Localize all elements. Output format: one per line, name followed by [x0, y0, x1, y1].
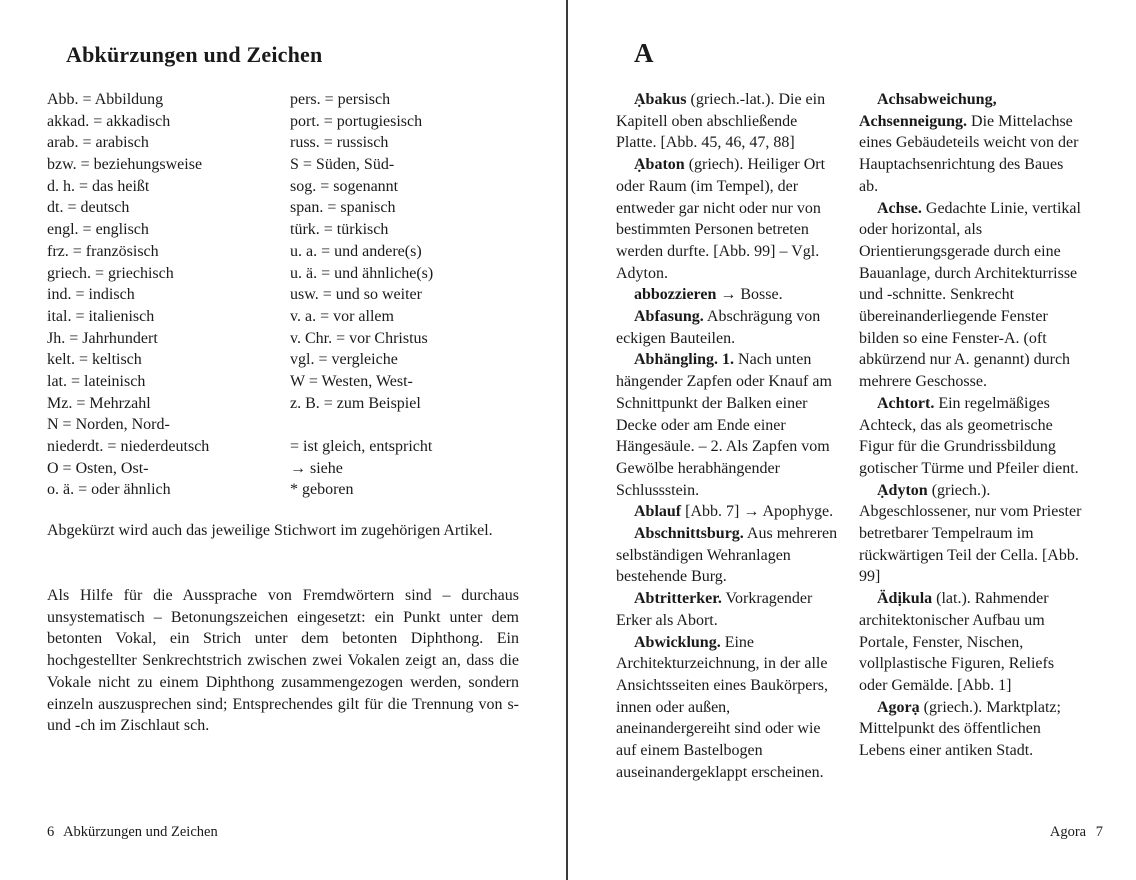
abbreviation-item: u. ä. = und ähnliche(s)	[290, 264, 434, 282]
abbreviation-item: türk. = türkisch	[290, 221, 389, 239]
abbreviation-item: pers. = persisch	[290, 91, 391, 108]
abbreviation-item: → siehe	[290, 459, 343, 477]
page-number: 7	[1095, 824, 1103, 840]
abbreviation-item: O = Osten, Ost-	[47, 459, 149, 477]
abbreviation-item: usw. = und so weiter	[290, 286, 422, 304]
abbreviation-item: sog. = sogenannt	[290, 177, 399, 195]
abbreviation-item: z. B. = zum Beispiel	[290, 394, 421, 412]
entry-definition: (griech). Heiliger Ort oder Raum (im Tempel), der entweder gar nicht oder nur von bestimmten Personen betreten werden durfte. [Abb. 99] – Vgl. Adyton.	[616, 156, 826, 282]
abbreviation-item: russ. = russisch	[290, 134, 389, 152]
dictionary-entry	[859, 89, 1083, 198]
page-number: 6	[47, 824, 55, 840]
abbreviation-item: N = Norden, Nord-	[47, 416, 170, 434]
abbreviation-item: vgl. = vergleiche	[290, 351, 398, 369]
abbreviation-item: d. h. = das heißt	[47, 177, 150, 195]
dictionary-entry	[859, 697, 1083, 762]
abbreviation-item: lat. = lateinisch	[47, 372, 146, 390]
dictionary-column-2	[859, 89, 1083, 762]
entry-headword: Ạbakus	[634, 91, 687, 108]
abbreviation-item: o. ä. = oder ähnlich	[47, 481, 171, 499]
abbreviation-item: span. = spanisch	[290, 199, 396, 217]
running-head: Abkürzungen und Zeichen	[63, 824, 218, 840]
dictionary-entry	[616, 632, 840, 784]
entry-headword: Achsabweichung, Achsenneigung.	[859, 91, 997, 130]
dictionary-entry	[859, 393, 1083, 480]
entry-headword: Achse.	[877, 199, 922, 217]
abbreviation-item: kelt. = keltisch	[47, 351, 142, 369]
note-pronunciation: Als Hilfe für die Aussprache von Fremdwörtern sind – durchaus unsystematisch – Betonungszeichen eingesetzt: ein Punkt unter dem betonten Vokal, ein Strich unter dem betonten Diphthong. Ein hochgestellter Senkrechtstrich zwischen zwei Vokalen zeigt an, dass die Vokale nicht zu einem Diphthong zusammengezogen werden, sondern einzeln auszusprechen sind; Entsprechendes gilt für die Trennung von s- und -ch im Zischlaut sch.	[47, 587, 519, 735]
entry-headword: Abwicklung.	[634, 633, 721, 651]
entry-headword: Ädịkula	[877, 590, 933, 608]
entry-definition: Abschrägung von eckigen Bauteilen.	[616, 308, 821, 347]
abbreviation-item: ital. = italienisch	[47, 307, 155, 325]
abbreviation-item: ind. = indisch	[47, 286, 135, 304]
entry-definition: (griech.). Abgeschlossener, nur vom Priester betretbarer Tempelraum im rückwärtigen Teil der Cella. [Abb. 99]	[859, 481, 1082, 586]
dictionary-entry	[859, 198, 1083, 393]
abbreviation-item: arab. = arabisch	[47, 134, 149, 152]
abbreviation-item: akkad. = akkadisch	[47, 112, 171, 130]
abbreviation-item: niederdt. = niederdeutsch	[47, 438, 210, 455]
dictionary-entry	[616, 306, 840, 349]
abbreviation-item: v. a. = vor allem	[290, 307, 394, 325]
dictionary-entry	[616, 89, 840, 154]
entry-headword: Abfasung.	[634, 308, 704, 326]
entry-headword: Ạdyton	[877, 481, 928, 499]
entry-headword: Ablauf	[634, 503, 682, 521]
note-abbreviation: Abgekürzt wird auch das jeweilige Stichwort im zugehörigen Artikel.	[47, 522, 493, 539]
entry-definition: Aus mehreren selbständigen Wehranlagen bestehende Burg.	[616, 525, 838, 586]
abbreviation-item: Abb. = Abbildung	[47, 91, 164, 108]
entry-definition: Eine Architekturzeichnung, in der alle Ansichtsseiten eines Baukörpers, innen oder außen, aneinandergereiht sind oder wie auf einem Bastelbogen auseinandergeklappt erscheinen.	[616, 633, 828, 781]
footer-right	[1050, 824, 1103, 841]
page-title: Abkürzungen und Zeichen	[66, 42, 323, 67]
abbreviation-item: W = Westen, West-	[290, 372, 413, 390]
entry-definition: Ein regelmäßiges Achteck, das als geometrische Figur für die Grundrissbildung gotischer Türme und Pfeiler dient.	[859, 394, 1079, 477]
dictionary-column-1	[616, 89, 840, 784]
abbreviation-item: frz. = französisch	[47, 242, 159, 260]
entry-definition: → Bosse.	[716, 286, 783, 304]
abbreviation-item: Mz. = Mehrzahl	[47, 394, 151, 412]
dictionary-entry	[616, 501, 840, 523]
entry-headword: Abtritterker.	[634, 590, 722, 608]
abbreviation-item: = ist gleich, entspricht	[290, 438, 433, 455]
entry-headword: Achtort.	[877, 394, 935, 412]
abbreviation-item: port. = portugiesisch	[290, 112, 423, 130]
dictionary-entry	[616, 154, 840, 284]
entry-headword: abbozzieren	[634, 286, 717, 304]
abbreviation-item: griech. = griechisch	[47, 264, 174, 282]
entry-headword: Abhängling. 1.	[634, 351, 735, 369]
dictionary-entry	[616, 284, 840, 306]
right-page	[568, 0, 1136, 880]
entry-definition: Nach unten hängender Zapfen oder Knauf am Schnittpunkt der Balken einer Decke oder am Ende einer Hängesäule. – 2. Als Zapfen vom Gewölbe herabhängender Schlussstein.	[616, 351, 832, 499]
entry-headword: Ạbaton	[634, 156, 685, 174]
entry-definition: (lat.). Rahmender architektonischer Aufbau um Portale, Fenster, Nischen, vollplastische Figuren, Reliefs oder Gemälde. [Abb. 1]	[859, 590, 1055, 694]
abbreviation-item: u. a. = und andere(s)	[290, 242, 422, 260]
abbreviation-item	[290, 414, 433, 436]
dictionary-entry	[616, 349, 840, 501]
abbreviation-item: engl. = englisch	[47, 221, 149, 239]
dictionary-entry	[616, 523, 840, 588]
entry-definition: (griech.-lat.). Die ein Kapitell oben abschließende Platte. [Abb. 45, 46, 47, 88]	[616, 91, 826, 152]
dictionary-entry	[616, 588, 840, 631]
abbreviation-item: Jh. = Jahrhundert	[47, 329, 158, 347]
entry-definition: [Abb. 7] → Apophyge.	[681, 503, 834, 521]
entry-headword: Agorạ	[877, 698, 920, 716]
section-letter: A	[634, 38, 654, 68]
dictionary-entry	[859, 588, 1083, 697]
abbreviation-list-2	[290, 89, 433, 501]
abbreviation-item: * geboren	[290, 481, 354, 499]
entry-definition: Vorkragender Erker als Abort.	[616, 590, 813, 629]
entry-headword: Abschnittsburg.	[634, 525, 744, 543]
abbreviation-item: dt. = deutsch	[47, 199, 130, 217]
entry-definition: Die Mittelachse eines Gebäudeteils weicht von der Hauptachsenrichtung des Baues ab.	[859, 112, 1079, 195]
abbreviation-list-1	[47, 89, 209, 501]
abbreviation-item: bzw. = beziehungsweise	[47, 156, 203, 174]
entry-definition: Gedachte Linie, vertikal oder horizontal, als Orientierungsgerade durch eine Bauanlage, durch Architekturrisse und -schnitte. Senkrecht übereinanderliegende Fenster bilden so eine Fenster-A. (oft abkürzend nur A. genannt) durch mehrere Geschosse.	[859, 199, 1081, 391]
running-head: Agora	[1049, 824, 1087, 840]
footer-left	[47, 824, 218, 841]
dictionary-entry	[859, 480, 1083, 589]
abbreviation-item: v. Chr. = vor Christus	[290, 329, 428, 347]
abbreviation-item: S = Süden, Süd-	[290, 156, 395, 174]
entry-definition: (griech.). Marktplatz; Mittelpunkt des öffentlichen Lebens einer antiken Stadt.	[859, 698, 1061, 760]
left-page	[0, 0, 566, 880]
